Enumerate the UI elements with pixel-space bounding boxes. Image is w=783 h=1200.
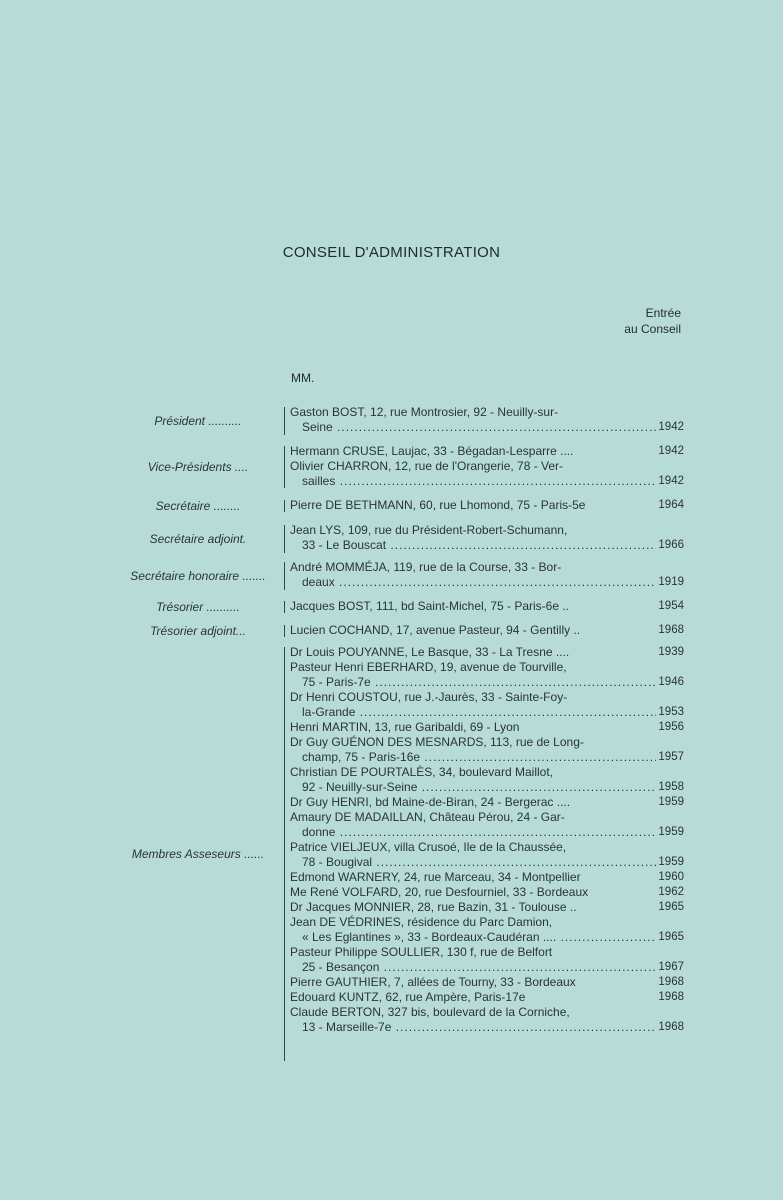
board-section bbox=[0, 599, 783, 615]
section-bracket bbox=[284, 525, 285, 553]
member-entry bbox=[290, 900, 684, 915]
mm-label: MM. bbox=[291, 371, 315, 385]
role-label: Trésorier adjoint... bbox=[150, 623, 246, 638]
member-entry bbox=[290, 523, 684, 553]
member-entry bbox=[290, 444, 684, 459]
member-line-2: « Les Eglantines », 33 - Bordeaux-Caudéran .... ..... bbox=[290, 930, 684, 945]
member-list bbox=[290, 599, 684, 614]
role-label: Membres Asseseurs ...... bbox=[131, 846, 265, 861]
section-bracket bbox=[284, 625, 285, 637]
member-entry bbox=[290, 560, 684, 590]
member-line-1: Dr Jacques MONNIER, 28, rue Bazin, 31 - Toulouse .. bbox=[290, 900, 577, 914]
year-entered: 1957 bbox=[658, 751, 684, 763]
member-line-2: 13 - Marseille-7e ..... bbox=[290, 1020, 684, 1035]
member-line-2: donne ..... bbox=[290, 825, 684, 840]
member-entry bbox=[290, 795, 684, 810]
year-entered: 1942 bbox=[658, 475, 684, 487]
year-entered: 1964 bbox=[658, 499, 684, 511]
member-entry bbox=[290, 623, 684, 638]
year-entered: 1919 bbox=[658, 576, 684, 588]
year-entered: 1962 bbox=[658, 886, 684, 898]
board-section bbox=[0, 523, 783, 555]
year-entered: 1959 bbox=[658, 826, 684, 838]
member-line-2: 92 - Neuilly-sur-Seine ..... bbox=[290, 780, 684, 795]
section-bracket bbox=[284, 446, 285, 488]
section-bracket bbox=[284, 601, 285, 613]
role-label: Secrétaire honoraire ....... bbox=[130, 568, 266, 583]
year-entered: 1954 bbox=[658, 600, 684, 612]
member-entry bbox=[290, 945, 684, 975]
year-entered: 1968 bbox=[658, 991, 684, 1003]
role-label: Secrétaire ........ bbox=[155, 498, 241, 513]
member-entry bbox=[290, 765, 684, 795]
member-line-2: sailles ..... bbox=[290, 474, 684, 489]
year-entered: 1968 bbox=[658, 976, 684, 988]
member-line-1: Pierre DE BETHMANN, 60, rue Lhomond, 75 - Paris-5e bbox=[290, 498, 586, 512]
member-line-1: Claude BERTON, 327 bis, boulevard de la Corniche, bbox=[290, 1005, 570, 1019]
section-bracket bbox=[284, 647, 285, 1061]
member-line-1: Jean DE VÉDRINES, résidence du Parc Damion, bbox=[290, 915, 553, 929]
year-entered: 1960 bbox=[658, 871, 684, 883]
member-line-1: Hermann CRUSE, Laujac, 33 - Bégadan-Lesparre .... bbox=[290, 444, 574, 458]
board-section bbox=[0, 405, 783, 437]
section-bracket bbox=[284, 562, 285, 590]
entree-header-line1: Entrée bbox=[645, 306, 681, 320]
role-label: Secrétaire adjoint. bbox=[149, 531, 247, 546]
section-bracket bbox=[284, 407, 285, 435]
entree-header-line2: au Conseil bbox=[624, 322, 681, 336]
member-line-2: 25 - Besançon ..... bbox=[290, 960, 684, 975]
member-line-1: Jacques BOST, 111, bd Saint-Michel, 75 - Paris-6e .. bbox=[290, 599, 570, 613]
member-entry bbox=[290, 870, 684, 885]
member-entry bbox=[290, 498, 684, 513]
member-list bbox=[290, 560, 684, 590]
year-entered: 1968 bbox=[658, 1021, 684, 1033]
member-line-1: Olivier CHARRON, 12, rue de l'Orangerie, 78 - Ver- bbox=[290, 459, 564, 473]
member-entry bbox=[290, 459, 684, 489]
member-entry bbox=[290, 599, 684, 614]
member-line-2: 75 - Paris-7e ..... bbox=[290, 675, 684, 690]
member-entry bbox=[290, 1005, 684, 1035]
member-line-2: la-Grande ..... bbox=[290, 705, 684, 720]
member-list bbox=[290, 498, 684, 513]
member-line-1: Dr Guy GUÉNON DES MESNARDS, 113, rue de Long- bbox=[290, 735, 584, 749]
member-line-2: deaux ..... bbox=[290, 575, 684, 590]
member-line-1: Pasteur Henri EBERHARD, 19, avenue de Tourville, bbox=[290, 660, 567, 674]
member-entry bbox=[290, 405, 684, 435]
member-list bbox=[290, 523, 684, 553]
member-entry bbox=[290, 720, 684, 735]
member-line-1: Pierre GAUTHIER, 7, allées de Tourny, 33 - Bordeaux bbox=[290, 975, 576, 989]
page-title: CONSEIL D'ADMINISTRATION bbox=[282, 244, 501, 261]
member-line-2: 78 - Bougival ..... bbox=[290, 855, 684, 870]
year-entered: 1959 bbox=[658, 796, 684, 808]
member-line-1: Amaury DE MADAILLAN, Château Pérou, 24 - Gar- bbox=[290, 810, 565, 824]
member-line-1: Pasteur Philippe SOULLIER, 130 f, rue de Belfort bbox=[290, 945, 553, 959]
role-label: Président .......... bbox=[154, 413, 242, 428]
member-entry bbox=[290, 690, 684, 720]
year-entered: 1959 bbox=[658, 856, 684, 868]
member-entry bbox=[290, 735, 684, 765]
member-line-1: André MOMMÉJA, 119, rue de la Course, 33 - Bor- bbox=[290, 560, 562, 574]
role-label: Vice-Présidents .... bbox=[147, 459, 249, 474]
member-line-1: Christian DE POURTALÈS, 34, boulevard Maillot, bbox=[290, 765, 553, 779]
member-list bbox=[290, 645, 684, 1035]
member-entry bbox=[290, 660, 684, 690]
year-entered: 1939 bbox=[658, 646, 684, 658]
member-line-1: Dr Guy HENRI, bd Maine-de-Biran, 24 - Bergerac .... bbox=[290, 795, 571, 809]
member-line-1: Dr Louis POUYANNE, Le Basque, 33 - La Tresne .... bbox=[290, 645, 570, 659]
year-entered: 1956 bbox=[658, 721, 684, 733]
member-line-2: 33 - Le Bouscat ..... bbox=[290, 538, 684, 553]
board-section bbox=[0, 623, 783, 639]
member-line-1: Me René VOLFARD, 20, rue Desfourniel, 33 - Bordeaux bbox=[290, 885, 589, 899]
member-list bbox=[290, 405, 684, 435]
member-line-2: champ, 75 - Paris-16e ..... bbox=[290, 750, 684, 765]
year-entered: 1965 bbox=[658, 901, 684, 913]
member-list bbox=[290, 623, 684, 638]
member-line-1: Henri MARTIN, 13, rue Garibaldi, 69 - Lyon bbox=[290, 720, 520, 734]
member-line-2: Seine ..... bbox=[290, 420, 684, 435]
member-entry bbox=[290, 975, 684, 990]
member-entry bbox=[290, 915, 684, 945]
member-entry bbox=[290, 885, 684, 900]
year-entered: 1965 bbox=[658, 931, 684, 943]
board-section bbox=[0, 560, 783, 592]
year-entered: 1958 bbox=[658, 781, 684, 793]
member-line-1: Lucien COCHAND, 17, avenue Pasteur, 94 - Gentilly .. bbox=[290, 623, 581, 637]
role-label: Trésorier .......... bbox=[156, 599, 240, 614]
member-entry bbox=[290, 645, 684, 660]
member-entry bbox=[290, 990, 684, 1005]
year-entered: 1968 bbox=[658, 624, 684, 636]
year-entered: 1953 bbox=[658, 706, 684, 718]
year-entered: 1942 bbox=[658, 445, 684, 457]
member-entry bbox=[290, 840, 684, 870]
year-entered: 1946 bbox=[658, 676, 684, 688]
year-entered: 1967 bbox=[658, 961, 684, 973]
member-line-1: Gaston BOST, 12, rue Montrosier, 92 - Neuilly-sur- bbox=[290, 405, 559, 419]
board-section bbox=[0, 444, 783, 490]
year-entered: 1966 bbox=[658, 539, 684, 551]
member-line-1: Dr Henri COUSTOU, rue J.-Jaurès, 33 - Sainte-Foy- bbox=[290, 690, 568, 704]
section-bracket bbox=[284, 500, 285, 512]
member-list bbox=[290, 444, 684, 489]
board-section bbox=[0, 498, 783, 514]
member-line-1: Edouard KUNTZ, 62, rue Ampère, Paris-17e bbox=[290, 990, 526, 1004]
member-line-1: Patrice VIELJEUX, villa Crusoé, Ile de la Chaussée, bbox=[290, 840, 567, 854]
member-line-1: Edmond WARNERY, 24, rue Marceau, 34 - Montpellier bbox=[290, 870, 581, 884]
entree-header bbox=[624, 305, 681, 337]
member-line-1: Jean LYS, 109, rue du Président-Robert-Schumann, bbox=[290, 523, 568, 537]
member-entry bbox=[290, 810, 684, 840]
board-section bbox=[0, 645, 783, 1063]
year-entered: 1942 bbox=[658, 421, 684, 433]
